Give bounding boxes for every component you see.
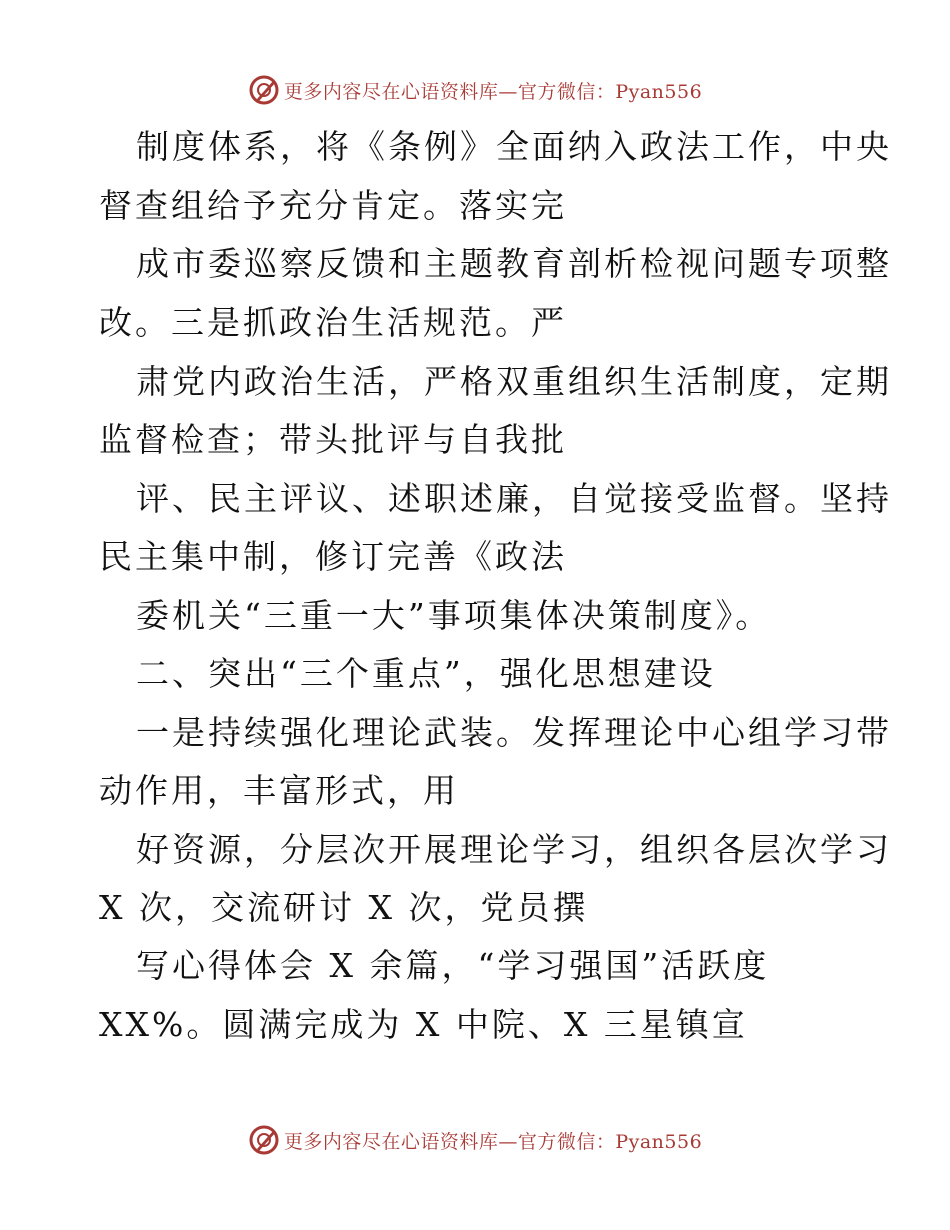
text-line: 改。三是抓政治生活规范。严 bbox=[99, 303, 567, 342]
text-line: 委机关“三重一大”事项集体决策制度》。 bbox=[136, 596, 772, 635]
text-line: 肃党内政治生活，严格双重组织生活制度，定期 bbox=[136, 362, 892, 401]
text-line: 成市委巡察反馈和主题教育剖析检视问题专项整 bbox=[136, 244, 892, 283]
text-line: 一是持续强化理论武装。发挥理论中心组学习带 bbox=[136, 713, 892, 752]
text-line: X 次，交流研讨 X 次，党员撰 bbox=[99, 888, 589, 927]
text-line: XX%。圆满完成为 X 中院、X 三星镇宣 bbox=[99, 1005, 748, 1044]
text-line: 民主集中制，修订完善《政法 bbox=[99, 537, 567, 576]
text-line: 督查组给予充分肯定。落实完 bbox=[99, 186, 567, 225]
text-line: 好资源，分层次开展理论学习，组织各层次学习 bbox=[136, 830, 892, 869]
footer-banner-text: 更多内容尽在心语资料库—官方微信：Pyan556 bbox=[283, 1130, 703, 1153]
text-line: 监督检查；带头批评与自我批 bbox=[99, 420, 567, 459]
header-banner-text: 更多内容尽在心语资料库—官方微信：Pyan556 bbox=[283, 80, 703, 103]
text-line: 制度体系，将《条例》全面纳入政法工作，中央 bbox=[136, 127, 892, 166]
text-line: 动作用，丰富形式，用 bbox=[99, 771, 459, 810]
text-line: 评、民主评议、述职述廉，自觉接受监督。坚持 bbox=[136, 479, 892, 518]
footer-banner bbox=[0, 1120, 950, 1160]
quill-logo-icon bbox=[248, 1124, 280, 1156]
text-line: 写心得体会 X 余篇，“学习强国”活跃度 bbox=[136, 946, 770, 985]
section-heading: 二、突出“三个重点”，强化思想建设 bbox=[136, 654, 716, 693]
